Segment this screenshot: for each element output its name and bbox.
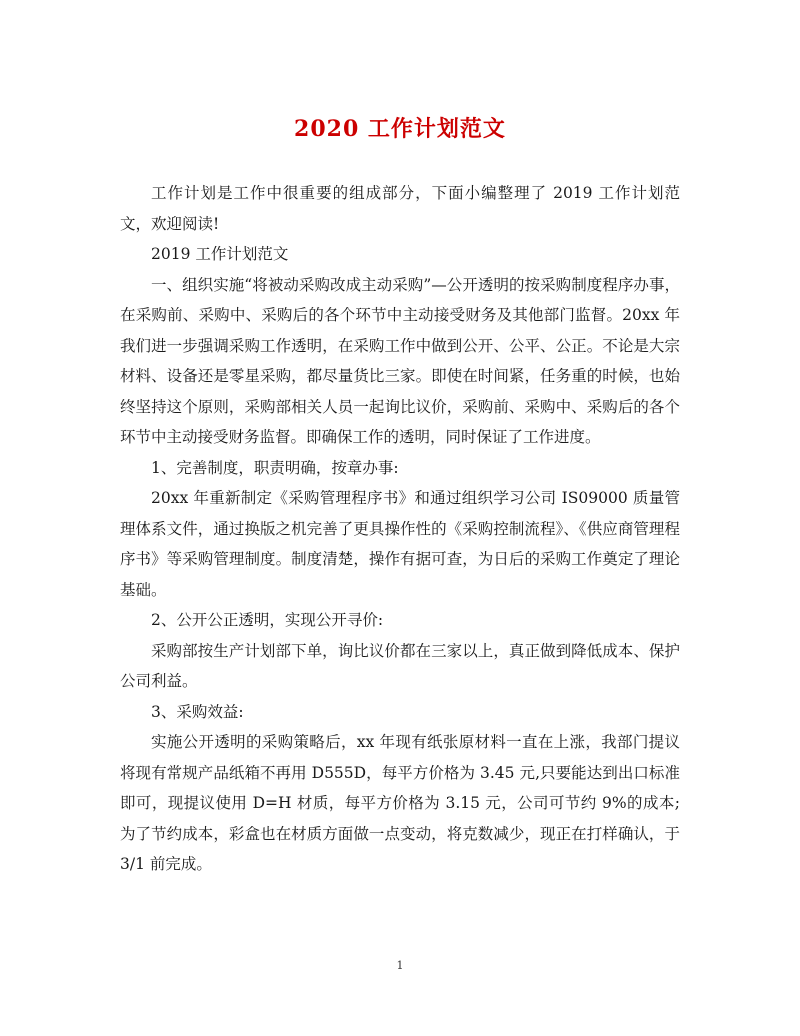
body-paragraph: 采购部按生产计划部下单，询比议价都在三家以上，真正做到降低成本、保护公司利益。 <box>120 641 680 690</box>
section-heading: 2019 工作计划范文 <box>151 245 289 263</box>
subsection-heading: 1、完善制度，职责明确，按章办事: <box>151 458 399 477</box>
intro-paragraph: 工作计划是工作中很重要的组成部分，下面小编整理了 2019 工作计划范文，欢迎阅读! <box>120 184 680 233</box>
page-number: 1 <box>396 959 404 972</box>
document-title: 2020 工作计划范文 <box>294 116 506 142</box>
subsection-heading: 3、采购效益: <box>151 702 244 721</box>
document-body <box>120 178 680 880</box>
body-paragraph: 实施公开透明的采购策略后，xx 年现有纸张原材料一直在上涨，我部门提议将现有常规产品纸箱不再用 D555D，每平方价格为 3.45 元,只要能达到出口标准即可，现提议使用 D=H 材质，每平方价格为 3.15 元，公司可节约 9%的成本;为了节约成本，彩盒也在材质方面做一点变动，将克数减少，现正在打样确认，于 3/1 前完成。 <box>120 733 680 873</box>
subsection-heading: 2、公开公正透明，实现公开寻价: <box>151 611 384 629</box>
body-paragraph: 一、组织实施“将被动采购改成主动采购”—公开透明的按采购制度程序办事，在采购前、采购中、采购后的各个环节中主动接受财务及其他部门监督。20xx 年我们进一步强调采购工作透明，在采购工作中做到公开、公平、公正。不论是大宗材料、设备还是零星采购，都尽量货比三家。即使在时间紧，任务重的时候，也始终坚持这个原则，采购部相关人员一起询比议价，采购前、采购中、采购后的各个环节中主动接受财务监督。即确保工作的透明，同时保证了工作进度。 <box>120 275 680 446</box>
body-paragraph: 20xx 年重新制定《采购管理程序书》和通过组织学习公司 IS09000 质量管理体系文件，通过换版之机完善了更具操作性的《采购控制流程》、《供应商管理程序书》等采购管理制度。制度清楚，操作有据可查，为日后的采购工作奠定了理论基础。 <box>120 489 680 599</box>
